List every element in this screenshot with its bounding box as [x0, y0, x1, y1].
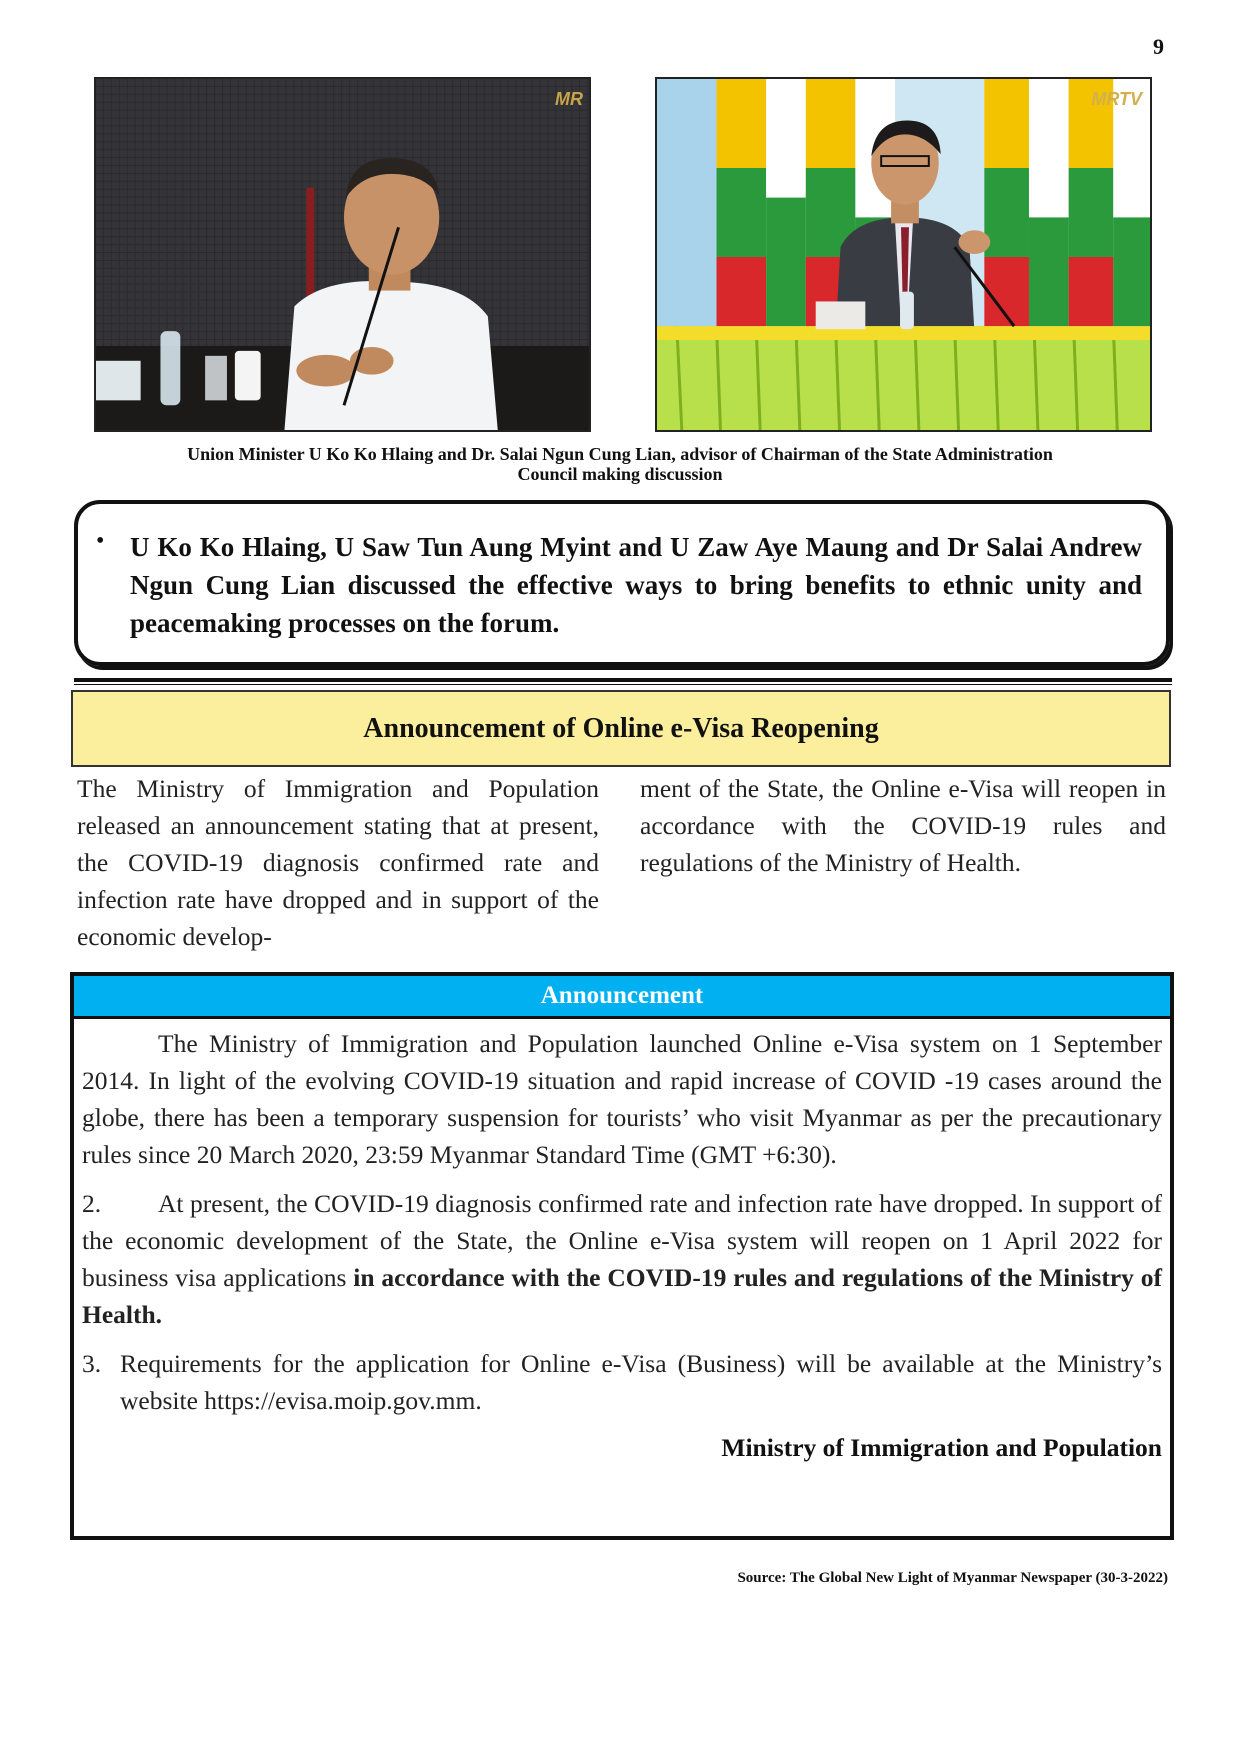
source-credit: Source: The Global New Light of Myanmar Newspaper (30-3-2022): [737, 1570, 1168, 1586]
highlight-text: U Ko Ko Hlaing, U Saw Tun Aung Myint and U Zaw Aye Maung and Dr Salai Andrew Ngun Cung Lian discussed the effective ways to bring benefits to ethnic unity and peacemaking processes on the forum.: [130, 532, 1142, 638]
article-column-left: The Ministry of Immigration and Population released an announcement stating that at present, the COVID-19 diagnosis confirmed rate and infection rate have dropped and in support of the economic develop-: [77, 774, 599, 951]
article-column-right: ment of the State, the Online e-Visa will reopen in accordance with the COVID-19 rules and regulations of the Ministry of Health.: [640, 774, 1166, 877]
announcement-paragraph-2-text: At present, the COVID-19 diagnosis confirmed rate and infection rate have dropped. In support of the economic development of the State, the Online e-Visa system will reopen on 1 April 2022 for business visa applications: [82, 1189, 1162, 1292]
bullet-icon: •: [96, 528, 105, 554]
paragraph-2-number: 2.: [82, 1189, 102, 1218]
announcement-title: Announcement: [74, 976, 1170, 1019]
advisor-speaking-photo: [655, 77, 1152, 432]
paragraph-3-number: 3.: [82, 1349, 102, 1378]
announcement-paragraph-1: [82, 1025, 1162, 1173]
union-minister-photo: [94, 77, 591, 432]
announcement-box: [70, 972, 1174, 1540]
broadcaster-watermark: MRTV: [1091, 89, 1142, 109]
announcement-signature: Ministry of Immigration and Population: [721, 1433, 1162, 1462]
announcement-paragraph-2: [82, 1185, 1162, 1333]
photo-caption: [95, 444, 1145, 484]
announcement-paragraph-3: [82, 1345, 1162, 1419]
announcement-paragraph-3-text: Requirements for the application for Online e-Visa (Business) will be available at the Ministry’s website https://evisa.moip.gov.mm.: [120, 1349, 1162, 1415]
announcement-body: [74, 1019, 1170, 1466]
caption-line-2: Council making discussion: [517, 464, 723, 484]
union-minister-photo-graphic: [96, 79, 589, 430]
broadcaster-watermark: MR: [555, 89, 583, 109]
page-number: 9: [1153, 34, 1164, 59]
article-headline: Announcement of Online e-Visa Reopening: [71, 690, 1171, 767]
caption-line-1: Union Minister U Ko Ko Hlaing and Dr. Salai Ngun Cung Lian, advisor of Chairman of the State Administration: [187, 444, 1053, 464]
announcement-paragraph-2-bold: in accordance with the COVID-19 rules and regulations of the Ministry of Health.: [82, 1263, 1162, 1329]
highlight-box: [74, 500, 1170, 666]
announcement-paragraph-1-text: The Ministry of Immigration and Population launched Online e-Visa system on 1 September 2014. In light of the evolving COVID-19 situation and rapid increase of COVID -19 cases around the globe, there has been a temporary suspension for tourists’ who visit Myanmar as per the precautionary rules since 20 March 2020, 23:59 Myanmar Standard Time (GMT +6:30).: [82, 1029, 1162, 1169]
section-divider-thick: [74, 678, 1172, 682]
advisor-speaking-photo-graphic: [657, 79, 1150, 430]
section-divider-thin: [74, 684, 1172, 685]
